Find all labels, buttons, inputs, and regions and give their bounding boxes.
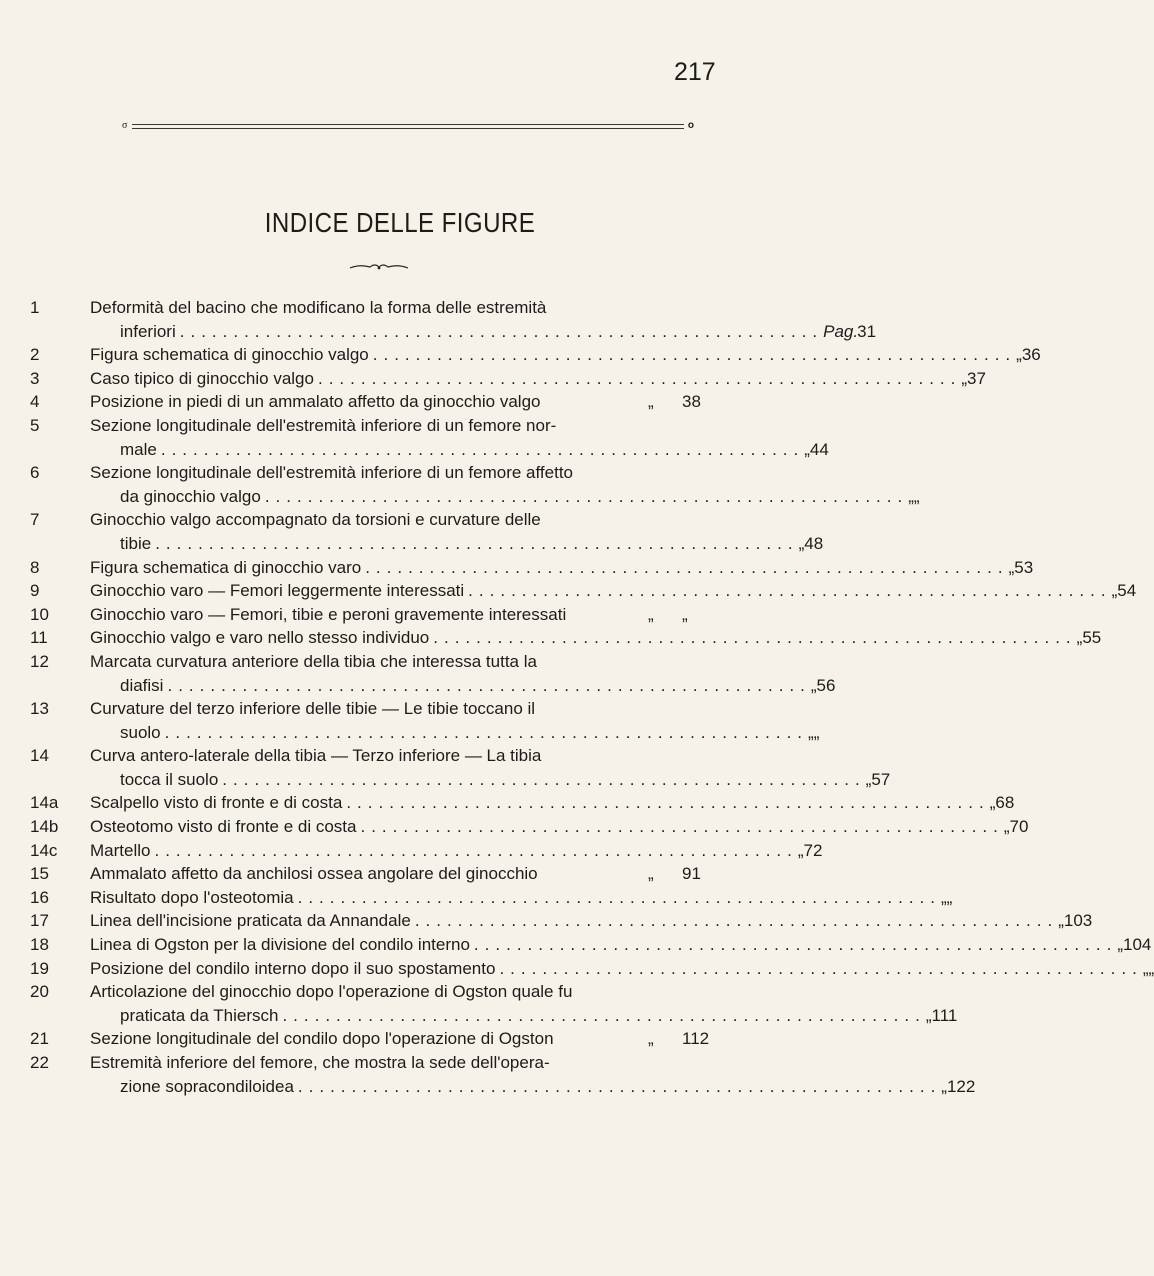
- index-entry: [30, 390, 720, 414]
- leader-dots: ............................................................: [155, 533, 799, 553]
- page-reference: 44: [809, 439, 829, 459]
- figure-caption: diafisi: [120, 675, 164, 695]
- page-reference: 70: [1009, 817, 1029, 837]
- figure-number: 4: [30, 392, 40, 412]
- index-entry: [30, 839, 823, 863]
- figure-caption: Sezione longitudinale del condilo dopo l'operazione di Ogston: [90, 1029, 554, 1049]
- leader-dots: ............................................................: [414, 911, 1059, 931]
- index-entry: [30, 461, 920, 508]
- figure-caption: Curvature del terzo inferiore delle tibie — Le tibie toccano il: [90, 699, 536, 719]
- page-reference: 38: [682, 392, 701, 412]
- page-reference: 104: [1122, 935, 1152, 955]
- page-prefix: „: [1016, 345, 1022, 365]
- page-title: INDICE DELLE FIGURE: [264, 207, 536, 238]
- figure-caption: Ammalato affetto da anchilosi ossea angolare del ginocchio: [90, 864, 538, 884]
- page-prefix: „: [1008, 557, 1015, 577]
- figure-caption: male: [120, 439, 157, 459]
- index-entry: [30, 650, 836, 697]
- index-entry: [30, 579, 1137, 603]
- figure-caption: Posizione in piedi di un ammalato affetto da ginocchio valgo: [90, 392, 541, 412]
- index-entry: [30, 556, 1034, 580]
- page-prefix: „: [797, 840, 804, 860]
- page-prefix: Pag.: [823, 321, 859, 341]
- page-prefix: „: [1117, 935, 1123, 955]
- figure-caption: Ginocchio valgo e varo nello stesso individuo: [90, 628, 430, 648]
- index-entry: [30, 603, 720, 627]
- figure-number: 20: [30, 982, 49, 1002]
- leader-dots: ............................................................: [164, 722, 809, 742]
- page-prefix: „: [941, 1076, 947, 1096]
- page-prefix: „: [1058, 911, 1064, 931]
- figure-caption: Sezione longitudinale dell'estremità inferiore di un femore nor-: [90, 415, 557, 435]
- figure-caption: zione sopracondiloidea: [120, 1076, 294, 1096]
- figure-caption: Estremità inferiore del femore, che mostra la sede dell'opera-: [90, 1053, 550, 1072]
- leader-dots: ............................................................: [360, 817, 1004, 837]
- leader-dots: ............................................................: [468, 581, 1112, 601]
- page-reference: „: [813, 722, 820, 742]
- figure-number: 1: [30, 298, 40, 317]
- leader-dots: ............................................................: [222, 769, 866, 789]
- figure-caption: Marcata curvatura anteriore della tibia che interessa tutta la: [90, 651, 537, 671]
- figure-caption: Caso tipico di ginocchio valgo: [90, 368, 314, 388]
- page-reference: 122: [946, 1076, 976, 1096]
- figure-caption: tibie: [120, 533, 152, 553]
- leader-dots: ............................................................: [499, 958, 1143, 978]
- page-reference: 68: [995, 793, 1015, 813]
- figure-caption: Curva antero-laterale della tibia — Terzo inferiore — La tibia: [90, 746, 542, 766]
- leader-dots: ............................................................: [346, 793, 990, 813]
- figure-caption: Ginocchio varo — Femori leggermente interessati: [90, 581, 465, 601]
- index-entry: [30, 815, 1029, 839]
- index-entry: [30, 414, 829, 461]
- page-reference: 111: [931, 1005, 958, 1025]
- leader-dots: ............................................................: [297, 1076, 942, 1096]
- index-entry: [30, 909, 1093, 933]
- leader-dots: ............................................................: [317, 368, 962, 388]
- page-reference: 91: [682, 864, 701, 884]
- figure-caption: Risultato dopo l'osteotomia: [90, 887, 294, 907]
- figure-number: 14b: [30, 817, 59, 837]
- figure-caption: Linea di Ogston per la divisione del condilo interno: [90, 935, 470, 955]
- page-prefix: „: [810, 675, 817, 695]
- figure-number: 18: [30, 935, 49, 955]
- page-reference: 36: [1021, 345, 1041, 365]
- figure-number: 22: [30, 1053, 49, 1072]
- leader-dots: [540, 390, 648, 414]
- figure-caption: suolo: [120, 722, 161, 742]
- index-entry: [30, 1027, 720, 1051]
- figure-index-list: [30, 296, 1154, 1098]
- page-reference: 103: [1063, 911, 1093, 931]
- figure-caption: Articolazione del ginocchio dopo l'operazione di Ogston quale fu: [90, 982, 573, 1002]
- leader-dots: ............................................................: [160, 439, 805, 459]
- page-prefix: „: [648, 864, 654, 884]
- figure-caption: da ginocchio valgo: [120, 486, 261, 506]
- figure-caption: Sezione longitudinale dell'estremità inferiore di un femore affetto: [90, 463, 573, 483]
- page-prefix: „: [865, 769, 872, 789]
- figure-number: 10: [30, 604, 49, 624]
- index-entry: [30, 862, 720, 886]
- figure-number: 12: [30, 651, 49, 671]
- leader-dots: ............................................................: [473, 935, 1118, 955]
- figure-number: 15: [30, 864, 49, 884]
- page-reference: „: [1148, 958, 1154, 978]
- figure-caption: praticata da Thiersch: [120, 1005, 279, 1025]
- page-reference: 57: [871, 769, 891, 789]
- page-number: 217: [674, 58, 716, 86]
- rule-right-ornament-icon: 𝛐: [687, 120, 694, 131]
- index-entry: [30, 343, 1041, 367]
- page-prefix: „: [908, 486, 914, 506]
- leader-dots: [566, 603, 648, 627]
- leader-dots: ............................................................: [297, 887, 941, 907]
- figure-caption: tocca il suolo: [120, 769, 219, 789]
- figure-number: 2: [30, 345, 40, 365]
- figure-number: 16: [30, 887, 49, 907]
- leader-dots: ............................................................: [365, 557, 1009, 577]
- leader-dots: ............................................................: [154, 840, 798, 860]
- page-reference: 48: [804, 533, 824, 553]
- page-prefix: „: [804, 439, 810, 459]
- index-entry: [30, 697, 820, 744]
- page-prefix: „: [1003, 817, 1010, 837]
- figure-number: 7: [30, 510, 40, 530]
- leader-dots: ............................................................: [282, 1005, 926, 1025]
- page-prefix: „: [798, 533, 805, 553]
- figure-number: 6: [30, 463, 40, 483]
- leader-dots: ............................................................: [264, 486, 909, 506]
- figure-number: 14: [30, 746, 49, 766]
- figure-number: 3: [30, 368, 40, 388]
- figure-caption: Scalpello visto di fronte e di costa: [90, 793, 343, 813]
- page-reference: 55: [1082, 628, 1102, 648]
- page-reference: „: [946, 887, 953, 907]
- page-prefix: „: [940, 887, 947, 907]
- index-entry: [30, 296, 877, 343]
- index-entry: [30, 933, 1152, 957]
- figure-number: 13: [30, 699, 49, 719]
- index-entry: [30, 791, 1015, 815]
- figure-caption: inferiori: [120, 321, 176, 341]
- leader-dots: ............................................................: [167, 675, 811, 695]
- leader-dots: [538, 862, 648, 886]
- figure-number: 21: [30, 1029, 49, 1049]
- page-reference: 37: [967, 368, 986, 388]
- page-reference: 54: [1117, 581, 1137, 601]
- leader-dots: ............................................................: [179, 321, 824, 341]
- figure-number: 19: [30, 958, 49, 978]
- decorative-rule: [122, 120, 694, 132]
- figure-caption: Deformità del bacino che modificano la forma delle estremità: [90, 298, 547, 317]
- figure-caption: Linea dell'incisione praticata da Annandale: [90, 911, 411, 931]
- index-entry: [30, 367, 986, 391]
- page-reference: 53: [1014, 557, 1034, 577]
- page-prefix: „: [925, 1005, 932, 1025]
- page-reference: 72: [803, 840, 823, 860]
- figure-caption: Posizione del condilo interno dopo il suo spostamento: [90, 958, 496, 978]
- rule-left-ornament-icon: σ: [122, 120, 128, 131]
- leader-dots: ............................................................: [433, 628, 1077, 648]
- leader-dots: [554, 1027, 648, 1051]
- figure-number: 17: [30, 911, 49, 931]
- index-entry: [30, 626, 1102, 650]
- leader-dots: ............................................................: [372, 345, 1017, 365]
- page-prefix: „: [1111, 581, 1118, 601]
- title-ornament-icon: [348, 262, 410, 272]
- page-prefix: „: [648, 1029, 654, 1049]
- index-entry: [30, 744, 891, 791]
- page-prefix: „: [648, 392, 654, 412]
- page-prefix: „: [1076, 628, 1083, 648]
- index-entry: [30, 1051, 976, 1098]
- index-entry: [30, 957, 1154, 981]
- page-prefix: „: [989, 793, 996, 813]
- page-prefix: „: [1142, 958, 1149, 978]
- figure-caption: Ginocchio varo — Femori, tibie e peroni gravemente interessati: [90, 604, 567, 624]
- page-reference: 31: [857, 321, 877, 341]
- figure-caption: Figura schematica di ginocchio varo: [90, 557, 362, 577]
- figure-caption: Ginocchio valgo accompagnato da torsioni e curvature delle: [90, 510, 541, 530]
- figure-number: 9: [30, 581, 40, 601]
- figure-caption: Martello: [90, 840, 151, 860]
- index-entry: [30, 980, 958, 1027]
- figure-number: 14c: [30, 840, 58, 860]
- figure-number: 5: [30, 415, 40, 435]
- figure-number: 11: [30, 628, 48, 648]
- page-prefix: „: [961, 368, 968, 388]
- figure-caption: Figura schematica di ginocchio valgo: [90, 345, 369, 365]
- page-reference: 56: [816, 675, 836, 695]
- page-prefix: „: [648, 604, 654, 624]
- figure-caption: Osteotomo visto di fronte e di costa: [90, 817, 357, 837]
- page-reference: „: [913, 486, 920, 506]
- index-entry: [30, 508, 824, 555]
- page-reference: 112: [682, 1029, 710, 1049]
- figure-number: 8: [30, 557, 40, 577]
- page-reference: „: [682, 604, 688, 624]
- figure-number: 14a: [30, 793, 59, 813]
- index-entry: [30, 886, 953, 910]
- page-prefix: „: [808, 722, 814, 742]
